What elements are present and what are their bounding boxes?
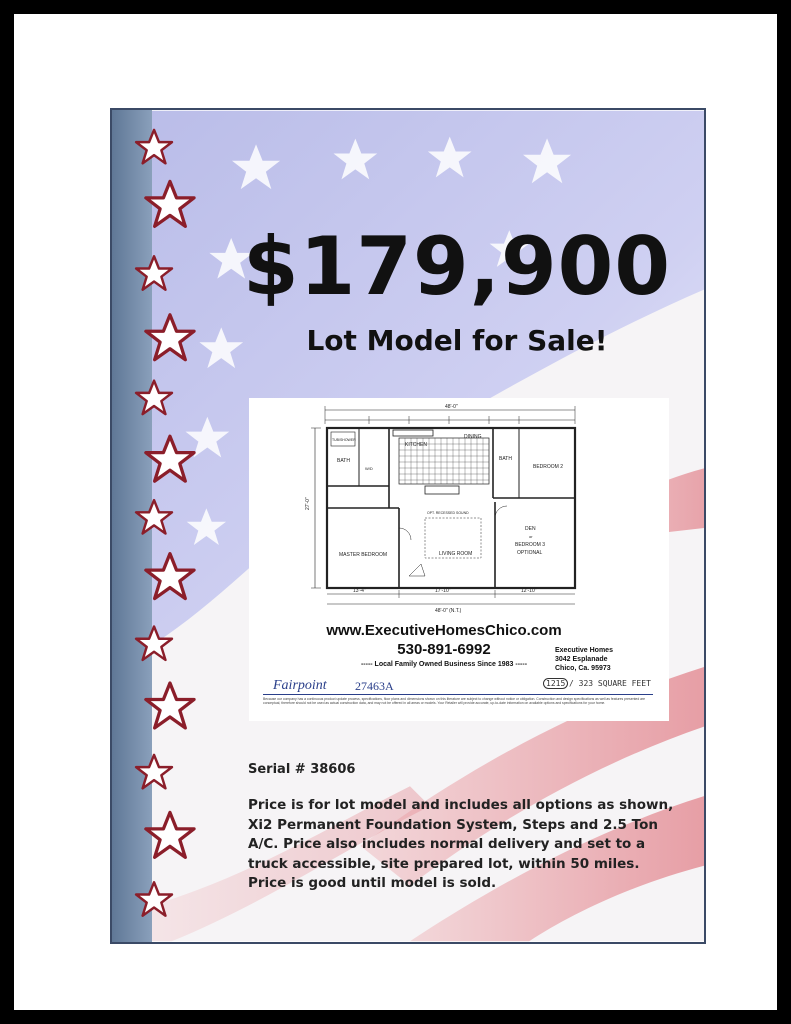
price-heading: $179,900: [242, 220, 672, 313]
lot-model-subtitle: Lot Model for Sale!: [306, 324, 608, 357]
room-bedroom-2: BEDROOM 2: [533, 464, 564, 470]
serial-number: Serial # 38606: [248, 762, 356, 777]
room-tub-shower: TUB/SHOWER: [332, 438, 356, 442]
room-optional-recessed: OPT. RECESSED SOUND: [427, 511, 469, 515]
square-feet-label: / 323 SQUARE FEET: [569, 679, 651, 688]
star-column: [112, 110, 212, 942]
room-optional: OPTIONAL: [517, 550, 543, 556]
border-star: [146, 436, 194, 481]
border-star: [146, 181, 194, 226]
website-url[interactable]: www.ExecutiveHomesChico.com: [326, 622, 562, 639]
model-name: Fairpoint: [273, 678, 327, 693]
dim-overall-top: 48'-0": [445, 404, 458, 410]
border-star: [136, 755, 172, 788]
floor-plan-card: [249, 398, 669, 721]
company-address: [555, 646, 665, 673]
room-bath-2: BATH: [499, 456, 512, 462]
sale-flyer: [110, 108, 706, 944]
border-star: [136, 626, 172, 659]
room-utility: W/D: [365, 466, 373, 471]
room-living-room: LIVING ROOM: [439, 551, 473, 557]
company-city: Chico, Ca. 95973: [555, 665, 611, 672]
border-star: [136, 130, 172, 163]
border-star: [136, 882, 172, 915]
border-star: [136, 256, 172, 289]
room-master-bedroom: MASTER BEDROOM: [339, 552, 388, 558]
border-star: [146, 812, 194, 857]
dim-seg-1: 13'-4": [353, 588, 366, 594]
page-sheet: [14, 14, 777, 1010]
phone-number[interactable]: 530-891-6992: [397, 641, 491, 658]
room-bedroom-3: BEDROOM 3: [515, 542, 546, 548]
border-star: [136, 381, 172, 414]
border-star: [146, 683, 194, 728]
dim-left-height: 27'-0": [305, 497, 311, 510]
dim-overall-bottom: 48'-0" (N.T.): [435, 608, 462, 614]
border-star: [146, 315, 194, 360]
border-star: [136, 500, 172, 533]
model-rule: [263, 694, 653, 695]
dim-seg-3: 12'-10": [521, 588, 537, 594]
room-den: DEN: [525, 526, 536, 532]
company-name: Executive Homes: [555, 647, 613, 654]
disclaimer-text: Because our company has a continuous product update process, specifications, floor plans and dimensions shown on this literature are subject to change without notice or obligation. Construction and design specifications as well as features presented are conceptual, therefore should not be used as actual construction data, and may not be offered in all areas or models. Your Retailer will provide accurate, up-to-date information on available options and specifications for your home.: [263, 697, 646, 705]
room-bath-1: BATH: [337, 458, 350, 464]
company-street: 3042 Esplanade: [555, 656, 608, 663]
model-number: 27463A: [355, 679, 394, 693]
border-star: [146, 554, 194, 599]
room-dining: DINING: [464, 434, 482, 440]
floor-plan-drawing: [249, 398, 669, 638]
square-feet-number: 1215: [543, 678, 568, 689]
tagline: ----- Local Family Owned Business Since 1983 -----: [360, 661, 528, 668]
price-description: Price is for lot model and includes all options as shown, Xi2 Permanent Foundation System, Steps and 2.5 Ton A/C. Price also includes normal delivery and set to a truck accessible, site prepared lot, within 50 miles. Price is good until model is sold.: [248, 797, 674, 891]
dim-seg-2: 17'-10": [435, 588, 451, 594]
room-den-or: or: [529, 534, 533, 539]
room-kitchen: KITCHEN: [405, 442, 427, 448]
